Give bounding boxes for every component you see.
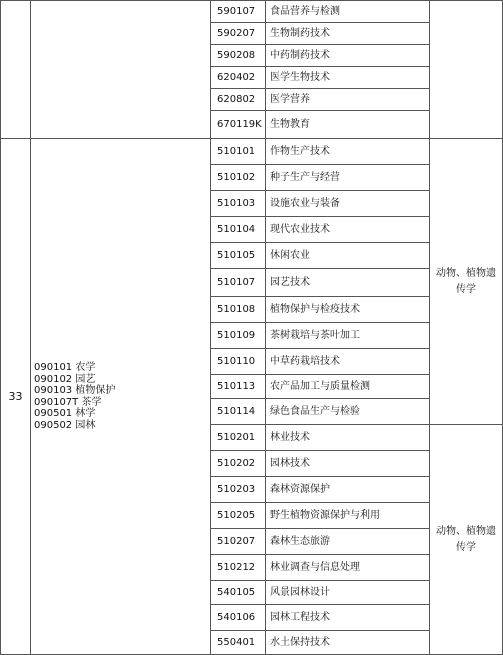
major-code: 590208 [211,45,266,67]
table-body [1,1,503,655]
major-name: 中草药栽培技术 [266,349,430,375]
source-majors-cell [31,1,211,139]
major-code: 590207 [211,23,266,45]
major-name: 作物生产技术 [266,139,430,165]
major-code: 510101 [211,139,266,165]
major-code: 510114 [211,399,266,425]
group-number-cell [1,1,31,139]
major-name: 中药制药技术 [266,45,430,67]
major-name: 森林资源保护 [266,477,430,503]
table-row [1,1,503,23]
major-name: 休闲农业 [266,243,430,269]
major-name: 食品营养与检测 [266,1,430,23]
major-code: 510109 [211,323,266,349]
source-major: 090107T 茶学 [34,396,102,408]
major-name: 绿色食品生产与检验 [266,399,430,425]
major-code: 510102 [211,165,266,191]
major-code: 620802 [211,89,266,111]
major-code: 510105 [211,243,266,269]
major-code: 590107 [211,1,266,23]
major-name: 森林生态旅游 [266,529,430,555]
requirement-cell: 动物、植物遗传学 [430,425,503,655]
major-code: 510201 [211,425,266,451]
major-code: 510212 [211,555,266,581]
source-major: 090103 植物保护 [34,385,116,396]
major-code: 510203 [211,477,266,503]
major-code: 510108 [211,297,266,323]
source-majors-list [31,139,211,655]
major-name: 园艺技术 [266,269,430,297]
major-code: 510207 [211,529,266,555]
source-major: 090501 林学 [34,408,96,419]
major-name: 生物制药技术 [266,23,430,45]
major-name: 设施农业与装备 [266,191,430,217]
source-major: 090502 园林 [34,419,96,431]
requirement-cell: 动物、植物遗传学 [430,139,503,425]
major-code: 540106 [211,605,266,631]
table-row [1,139,503,165]
major-code: 510103 [211,191,266,217]
major-name: 现代农业技术 [266,217,430,243]
major-name: 生物教育 [266,111,430,139]
major-name: 医学营养 [266,89,430,111]
major-code: 540105 [211,581,266,605]
group-number: 33 [1,139,31,655]
major-name: 园林技术 [266,451,430,477]
source-major: 090102 园艺 [34,373,96,385]
major-name: 风景园林设计 [266,581,430,605]
major-name: 水土保持技术 [266,631,430,655]
major-code: 510104 [211,217,266,243]
major-code: 510110 [211,349,266,375]
major-code: 670119K [211,111,266,139]
major-name: 种子生产与经营 [266,165,430,191]
major-name: 茶树栽培与茶叶加工 [266,323,430,349]
major-name: 农产品加工与质量检测 [266,375,430,399]
source-major: 090101 农学 [34,362,96,373]
major-code: 510202 [211,451,266,477]
major-name: 园林工程技术 [266,605,430,631]
major-name: 医学生物技术 [266,67,430,89]
major-code: 510113 [211,375,266,399]
requirement-cell [430,1,503,139]
major-name: 林业调查与信息处理 [266,555,430,581]
major-name: 植物保护与检疫技术 [266,297,430,323]
major-code: 510107 [211,269,266,297]
major-name: 野生植物资源保护与利用 [266,503,430,529]
major-code: 620402 [211,67,266,89]
major-code: 510205 [211,503,266,529]
major-name: 林业技术 [266,425,430,451]
major-code: 550401 [211,631,266,655]
